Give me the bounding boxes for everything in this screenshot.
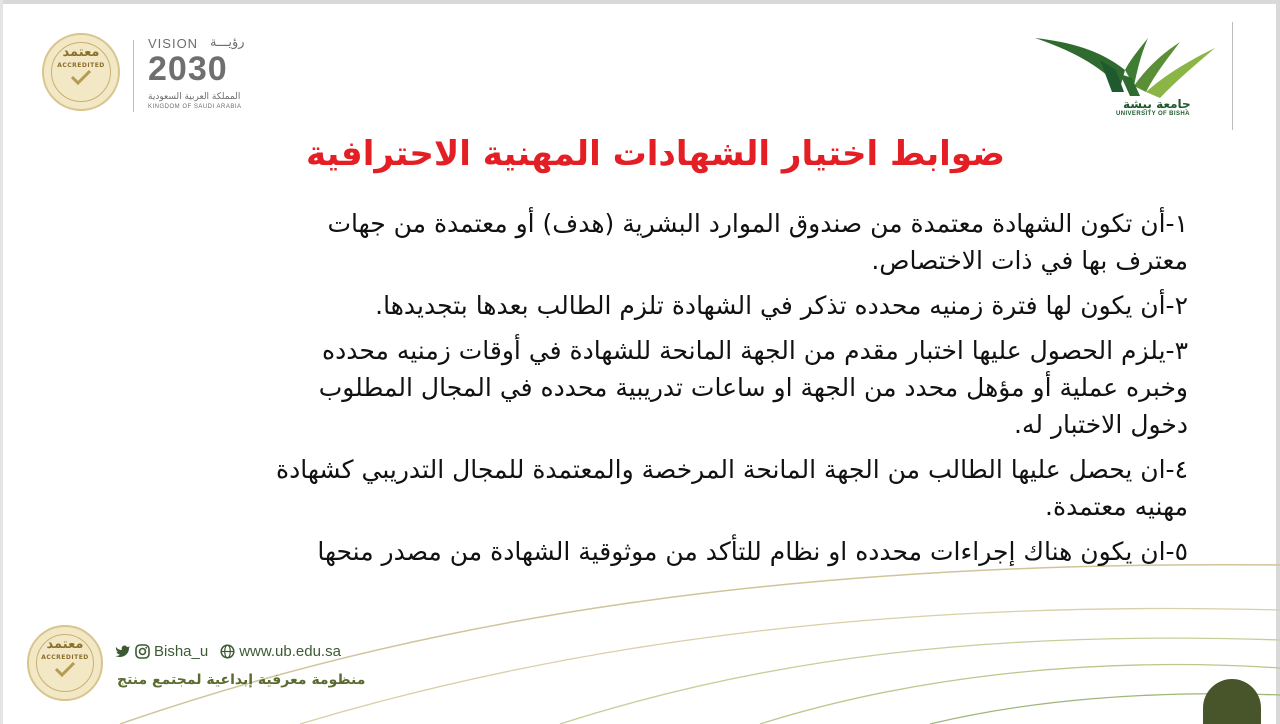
instagram-icon[interactable] <box>135 644 150 659</box>
criterion-1 <box>133 205 1188 279</box>
criterion-3-line-1: ٣-يلزم الحصول عليها اختبار مقدم من الجهة المانحة للشهادة في أوقات زمنيه محدده <box>322 336 1188 365</box>
vision-2030-logo <box>148 36 268 116</box>
checkmark-icon <box>70 69 92 85</box>
kingdom-name-ar: المملكة العربية السعودية <box>148 92 241 102</box>
accredited-label-en: ACCREDITED <box>57 62 105 69</box>
criteria-list <box>133 205 1188 578</box>
criterion-4 <box>133 451 1188 525</box>
header-divider <box>133 40 134 112</box>
criterion-1-line-1: ١-أن تكون الشهادة معتمدة من صندوق الموارد البشرية (هدف) أو معتمدة من جهات <box>327 209 1188 238</box>
criterion-3-line-2: وخبره عملية أو مؤهل محدد من الجهة او ساعات تدريبية محدده في المجال المطلوب <box>318 373 1188 402</box>
kingdom-name-en: KINGDOM OF SAUDI ARABIA <box>148 104 242 110</box>
criterion-2-line-1: ٢-أن يكون لها فترة زمنيه محدده تذكر في الشهادة تلزم الطالب بعدها بتجديدها. <box>375 291 1188 320</box>
accredited-label-ar: معتمد <box>62 45 100 60</box>
checkmark-footer-icon <box>54 661 76 677</box>
social-handle[interactable]: Bisha_u <box>154 642 209 660</box>
footer-social <box>115 641 341 661</box>
accredited-seal-footer-icon <box>27 625 103 701</box>
criterion-1-line-2: معترف بها في ذات الاختصاص. <box>871 246 1188 275</box>
vision-word-ar: رؤيـــة <box>210 35 245 50</box>
vision-word: VISION <box>148 36 199 51</box>
criterion-4-line-1: ٤-ان يحصل عليها الطالب من الجهة المانحة المرخصة والمعتمدة للمجال التدريبي كشهادة <box>276 455 1188 484</box>
criterion-3 <box>133 332 1188 443</box>
header-divider-right <box>1232 22 1233 130</box>
criterion-4-line-2: مهنيه معتمدة. <box>1045 492 1188 521</box>
website-link[interactable]: www.ub.edu.sa <box>239 642 341 660</box>
criterion-2 <box>133 287 1188 324</box>
window-frame-right <box>1276 0 1280 724</box>
slide-title: ضوابط اختيار الشهادات المهنية الاحترافية <box>305 134 1005 174</box>
university-name-ar: جامعة بيشة <box>1123 97 1191 111</box>
accredited-seal-icon <box>42 33 120 111</box>
accredited-footer-label-en: ACCREDITED <box>41 654 89 661</box>
vision-year: 2030 <box>148 50 228 88</box>
criterion-3-line-3: دخول الاختبار له. <box>1014 410 1188 439</box>
criterion-5 <box>133 533 1188 570</box>
globe-icon <box>220 644 235 659</box>
twitter-icon[interactable] <box>115 644 131 658</box>
university-name-en: UNIVERSITY OF BISHA <box>1116 111 1190 117</box>
criterion-5-line-1: ٥-ان يكون هناك إجراءات محدده او نظام للتأكد من موثوقية الشهادة من مصدر منحها <box>317 537 1188 566</box>
accredited-footer-label-ar: معتمد <box>46 637 84 652</box>
footer-tagline: منظومة معرفية إبداعية لمجتمع منتج <box>117 672 366 688</box>
